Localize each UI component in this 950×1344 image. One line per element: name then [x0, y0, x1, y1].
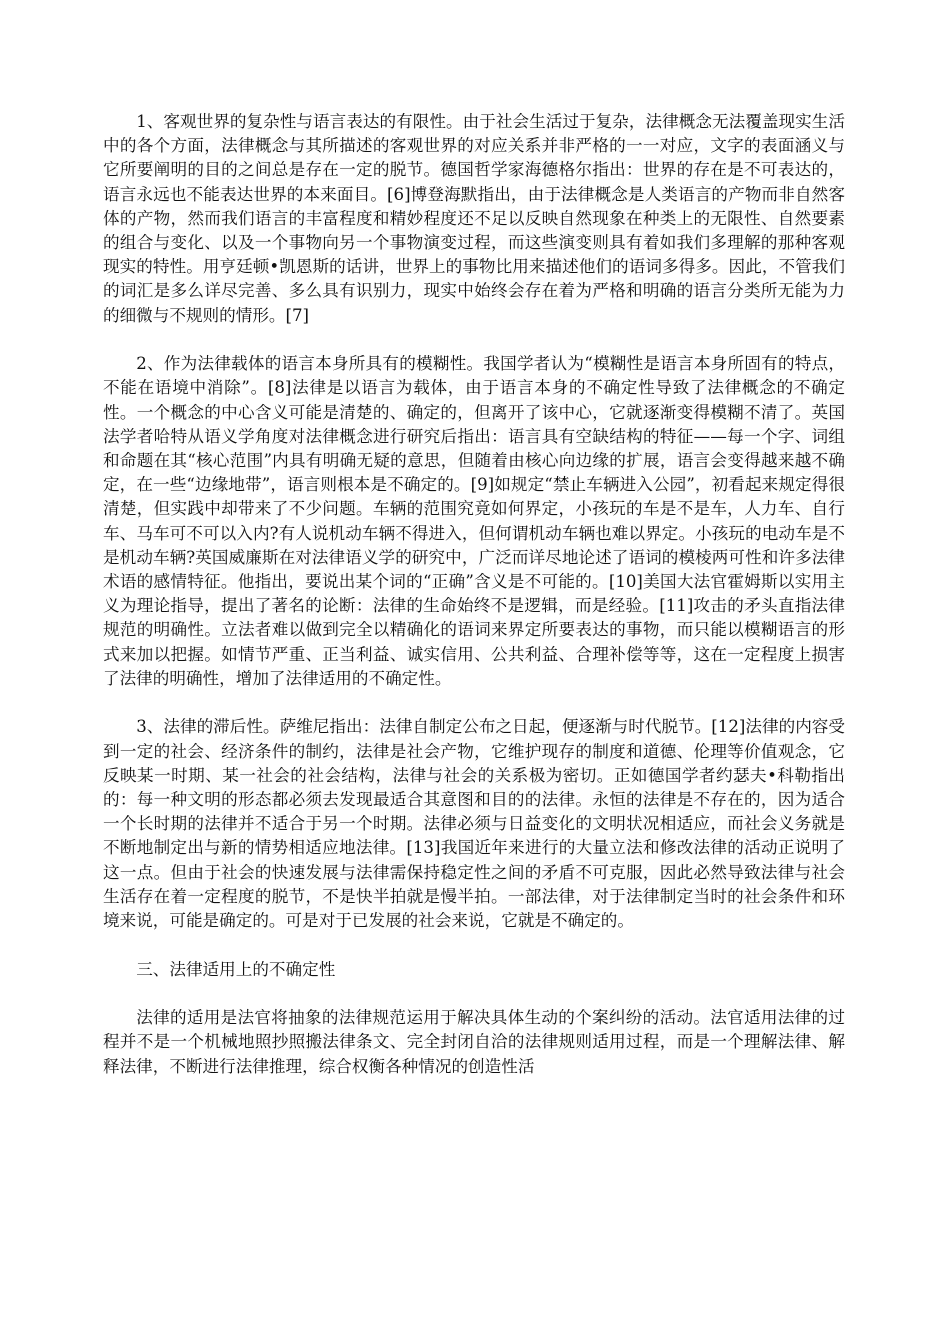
- paragraph-2: 2、作为法律载体的语言本身所具有的模糊性。我国学者认为“模糊性是语言本身所固有的特点，不能在语境中消除”。[8]法律是以语言为载体，由于语言本身的不确定性导致了法律概念的不确定性。一个概念的中心含义可能是清楚的、确定的，但离开了该中心，它就逐渐变得模糊不清了。英国法学者哈特从语义学角度对法律概念进行研究后指出：语言具有空缺结构的特征——每一个字、词组和命题在其“核心范围”内具有明确无疑的意思，但随着由核心向边缘的扩展，语言会变得越来越不确定，在一些“边缘地带”，语言则根本是不确定的。[9]如规定“禁止车辆进入公园”，初看起来规定得很清楚，但实践中却带来了不少问题。车辆的范围究竟如何界定，小孩玩的车是不是车，人力车、自行车、马车可不可以入内?有人说机动车辆不得进入，但何谓机动车辆也难以界定。小孩玩的电动车是不是机动车辆?英国威廉斯在对法律语义学的研究中，广泛而详尽地论述了语词的模棱两可性和许多法律术语的感情特征。他指出，要说出某个词的“正确”含义是不可能的。[10]美国大法官霍姆斯以实用主义为理论指导，提出了著名的论断：法律的生命始终不是逻辑，而是经验。[11]攻击的矛头直指法律规范的明确性。立法者难以做到完全以精确化的语词来界定所要表达的事物，而只能以模糊语言的形式来加以把握。如情节严重、正当利益、诚实信用、公共利益、合理补偿等等，这在一定程度上损害了法律的明确性，增加了法律适用的不确定性。: [103, 354, 845, 688]
- document-body: [103, 110, 845, 1103]
- section-heading: 三、法律适用上的不确定性: [136, 959, 336, 979]
- paragraph-3: 3、法律的滞后性。萨维尼指出：法律自制定公布之日起，便逐渐与时代脱节。[12]法律的内容受到一定的社会、经济条件的制约，法律是社会产物，它维护现存的制度和道德、伦理等价值观念，它反映某一时期、某一社会的社会结构，法律与社会的关系极为密切。正如德国学者约瑟夫•科勒指出的：每一种文明的形态都必须去发现最适合其意图和目的的法律。永恒的法律是不存在的，因为适合一个长时期的法律并不适合于另一个时期。法律必须与日益变化的文明状况相适应，而社会义务就是不断地制定出与新的情势相适应地法律。[13]我国近年来进行的大量立法和修改法律的活动正说明了这一点。但由于社会的快速发展与法律需保持稳定性之间的矛盾不可克服，因此必然导致法律与社会生活存在着一定程度的脱节，不是快半拍就是慢半拍。一部法律，对于法律制定当时的社会条件和环境来说，可能是确定的。可是对于已发展的社会来说，它就是不确定的。: [103, 717, 845, 931]
- paragraph-1: 1、客观世界的复杂性与语言表达的有限性。由于社会生活过于复杂，法律概念无法覆盖现实生活中的各个方面，法律概念与其所描述的客观世界的对应关系并非严格的一一对应，文字的表面涵义与它所要阐明的目的之间总是存在一定的脱节。德国哲学家海德格尔指出：世界的存在是不可表达的，语言永远也不能表达世界的本来面目。[6]博登海默指出，由于法律概念是人类语言的产物而非自然客体的产物，然而我们语言的丰富程度和精妙程度还不足以反映自然现象在种类上的无限性、自然要素的组合与变化、以及一个事物向另一个事物演变过程，而这些演变则具有着如我们多理解的那种客观现实的特性。用亨廷顿•凯恩斯的话讲，世界上的事物比用来描述他们的语词多得多。因此，不管我们的词汇是多么详尽完善、多么具有识别力，现实中始终会存在着为严格和明确的语言分类所无能为力的细微与不规则的情形。[7]: [103, 112, 845, 325]
- paragraph-4: 法律的适用是法官将抽象的法律规范运用于解决具体生动的个案纠纷的活动。法官适用法律的过程并不是一个机械地照抄照搬法律条文、完全封闭自洽的法律规则适用过程，而是一个理解法律、解释法律，不断进行法律推理，综合权衡各种情况的创造性活: [103, 1008, 845, 1076]
